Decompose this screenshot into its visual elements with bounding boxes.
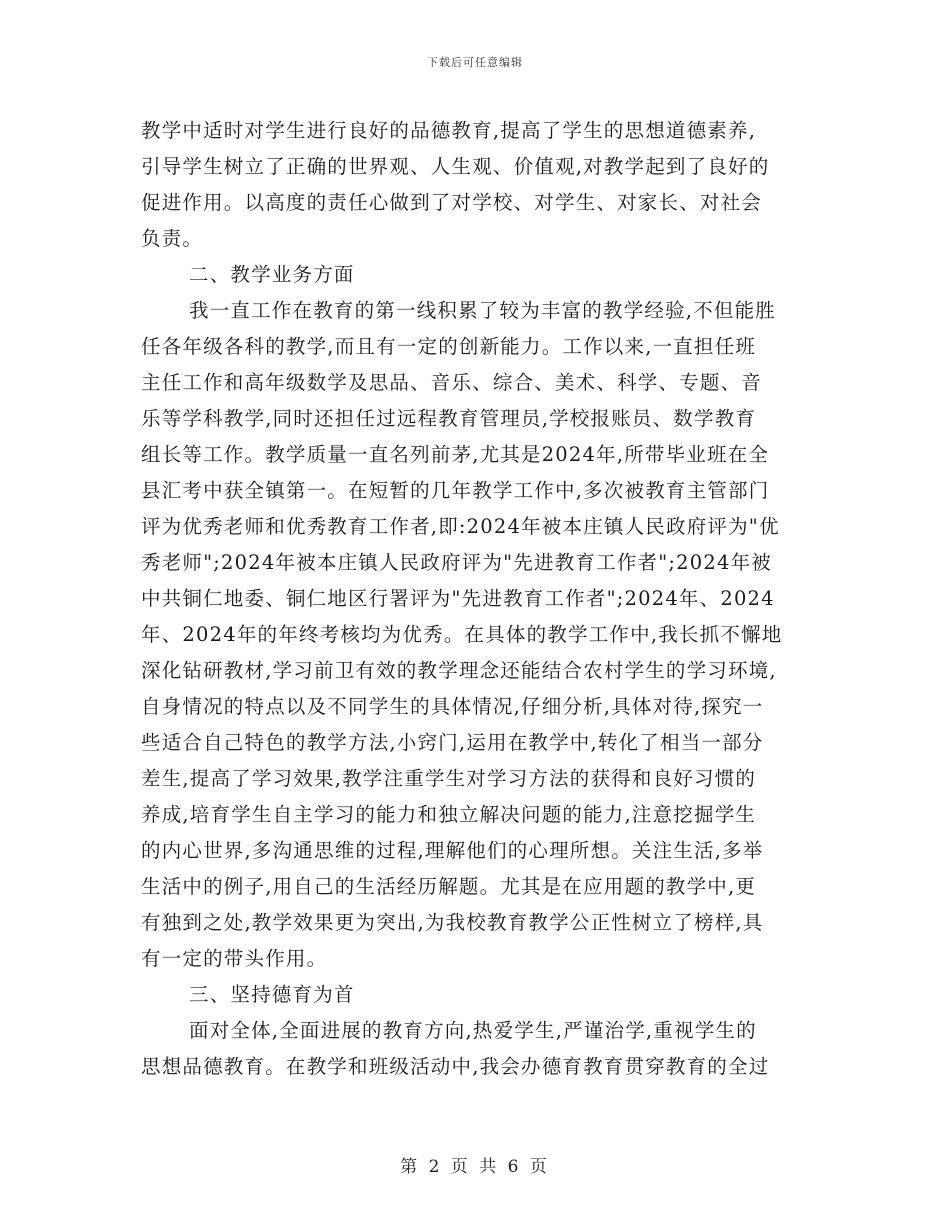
text-line: 深化钻研教材,学习前卫有效的教学理念还能结合农村学生的学习环境, [141,659,777,682]
text-line: 生活中的例子,用自己的生活经历解题。尤其是在应用题的教学中,更 [141,875,757,898]
text-line: 组长等工作。教学质量一直名列前茅,尤其是2024年,所带毕业班在全 [141,443,770,466]
text-line: 二、教学业务方面 [189,263,355,286]
text-line: 县汇考中获全镇第一。在短暂的几年教学工作中,多次被教育主管部门 [141,479,770,502]
text-line: 负责。 [141,227,204,250]
text-line: 些适合自己特色的教学方法,小窍门,运用在教学中,转化了相当一部分 [141,731,764,754]
text-line: 评为优秀老师和优秀教育工作者,即:2024年被本庄镇人民政府评为"优 [141,515,780,538]
text-line: 自身情况的特点以及不同学生的具体情况,仔细分析,具体对待,探究一 [141,695,764,718]
text-line: 面对全体,全面进展的教育方向,热爱学生,严谨治学,重视学生的 [189,1019,757,1042]
text-line: 乐等学科教学,同时还担任过远程教育管理员,学校报账员、数学教育 [141,407,757,430]
text-line: 秀老师";2024年被本庄镇人民政府评为"先进教育工作者";2024年被 [141,551,772,574]
text-line: 引导学生树立了正确的世界观、人生观、价值观,对教学起到了良好的 [141,155,770,178]
text-line: 养成,培育学生自主学习的能力和独立解决问题的能力,注意挖掘学生 [141,803,757,826]
document-body [141,113,811,1085]
text-line: 有独到之处,教学效果更为突出,为我校教育教学公正性树立了榜样,具 [141,911,764,934]
text-line: 有一定的带头作用。 [141,947,328,970]
text-line: 教学中适时对学生进行良好的品德教育,提高了学生的思想道德素养, [141,119,757,142]
text-line: 年、2024年的年终考核均为优秀。在具体的教学工作中,我长抓不懈地 [141,623,783,646]
text-line: 任各年级各科的教学,而且有一定的创新能力。工作以来,一直担任班 [141,335,757,358]
text-line: 三、坚持德育为首 [189,983,355,1006]
text-line: 思想品德教育。在教学和班级活动中,我会办德育教育贯穿教育的全过 [141,1055,770,1078]
text-line: 主任工作和高年级数学及思品、音乐、综合、美术、科学、专题、音 [141,371,763,394]
page-number: 第 2 页 共 6 页 [400,1157,550,1177]
text-line: 中共铜仁地委、铜仁地区行署评为"先进教育工作者";2024年、2024 [141,587,775,610]
text-line: 差生,提高了学习效果,教学注重学生对学习方法的获得和良好习惯的 [141,767,757,790]
text-line: 的内心世界,多沟通思维的过程,理解他们的心理所想。关注生活,多举 [141,839,764,862]
text-line: 我一直工作在教育的第一线积累了较为丰富的教学经验,不但能胜 [189,299,776,322]
page-header: 下载后可任意编辑 [427,56,523,69]
text-line: 促进作用。以高度的责任心做到了对学校、对学生、对家长、对社会 [141,191,763,214]
